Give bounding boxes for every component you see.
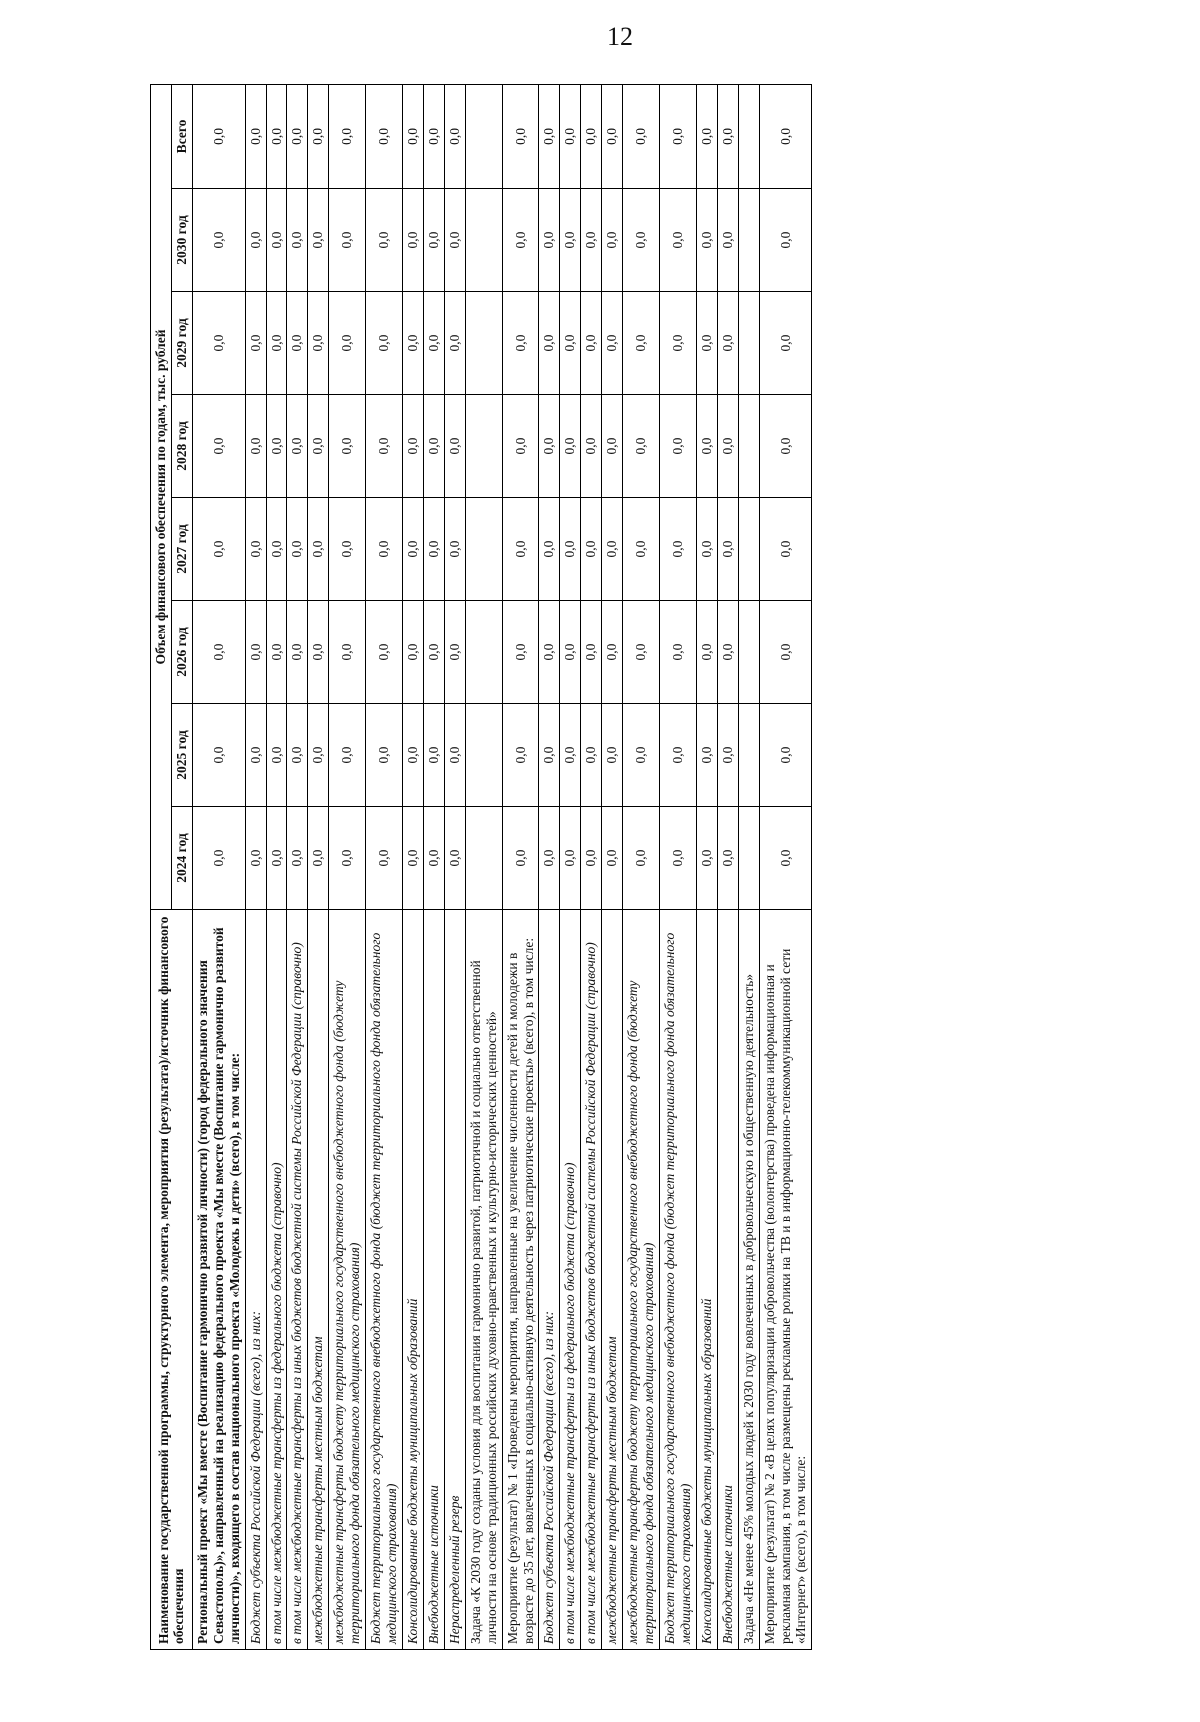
year-value-cell: 0,0 [366,498,403,601]
total-value-cell: 0,0 [560,84,581,188]
row-label: в том числе межбюджетные трансферты из иных бюджетов бюджетной системы Российской Федерации (справочно) [287,910,308,1650]
year-value-cell: 0,0 [192,292,245,395]
year-value-cell: 0,0 [402,498,423,601]
year-value-cell: 0,0 [539,601,560,704]
year-value-cell: 0,0 [287,704,308,807]
year-value-cell: 0,0 [266,704,287,807]
total-value-cell: 0,0 [696,84,717,188]
year-value-cell: 0,0 [581,395,602,498]
year-value-cell: 0,0 [602,601,623,704]
year-value-cell: 0,0 [423,807,444,910]
row-label: межбюджетные трансферты местным бюджетам [308,910,329,1650]
year-value-cell: 0,0 [245,601,266,704]
table-row [287,84,308,1649]
year-value-cell: 0,0 [444,807,465,910]
year-value-cell: 0,0 [581,601,602,704]
year-value-cell: 0,0 [717,601,738,704]
year-value-cell: 0,0 [717,395,738,498]
row-label: Мероприятие (результат) № 1 «Проведены мероприятия, направленные на увеличение численности детей и молодежи в возрасте до 35 лет, вовлеченных в социально-активную деятельность через патриотические проекты» (всего), в том числе: [502,910,539,1650]
row-label: в том числе межбюджетные трансферты из федерального бюджета (справочно) [266,910,287,1650]
table-row [602,84,623,1649]
year-value-cell: 0,0 [560,498,581,601]
year-value-cell: 0,0 [623,601,660,704]
year-value-cell: 0,0 [366,704,403,807]
total-value-cell: 0,0 [717,84,738,188]
year-value-cell: 0,0 [539,189,560,292]
year-value-cell: 0,0 [659,498,696,601]
year-value-cell: 0,0 [423,601,444,704]
year-value-cell: 0,0 [329,189,366,292]
year-value-cell: 0,0 [402,292,423,395]
table-row [308,84,329,1649]
year-value-cell: 0,0 [696,189,717,292]
year-header: 2028 год [171,395,192,498]
year-value-cell: 0,0 [581,189,602,292]
year-value-cell: 0,0 [366,189,403,292]
year-value-cell: 0,0 [245,498,266,601]
total-value-cell [738,84,759,188]
year-value-cell [465,395,502,498]
year-value-cell [738,395,759,498]
year-value-cell: 0,0 [602,807,623,910]
year-value-cell [465,189,502,292]
year-header: 2025 год [171,704,192,807]
year-value-cell: 0,0 [560,189,581,292]
table-row [623,84,660,1649]
year-value-cell: 0,0 [402,601,423,704]
year-value-cell: 0,0 [659,807,696,910]
year-header: 2030 год [171,189,192,292]
year-value-cell: 0,0 [759,395,812,498]
year-value-cell: 0,0 [266,189,287,292]
year-value-cell: 0,0 [308,189,329,292]
year-value-cell: 0,0 [623,807,660,910]
year-value-cell: 0,0 [539,395,560,498]
table-row [245,84,266,1649]
row-label: Бюджет территориального государственного внебюджетного фонда (бюджет территориального фонда обязательного медицинского страхования) [366,910,403,1650]
year-value-cell: 0,0 [245,189,266,292]
table-body [192,84,812,1649]
year-value-cell: 0,0 [581,292,602,395]
year-value-cell: 0,0 [502,189,539,292]
year-value-cell: 0,0 [502,807,539,910]
year-value-cell: 0,0 [444,395,465,498]
year-value-cell: 0,0 [308,807,329,910]
year-value-cell: 0,0 [308,601,329,704]
row-label: Задача «К 2030 году созданы условия для воспитания гармонично развитой, патриотичной и социально ответственной личности на основе традиционных российских духовно-нравственных и культурно-исторических ценностей» [465,910,502,1650]
year-value-cell: 0,0 [423,704,444,807]
name-column-header: Наименование государственной программы, структурного элемента, мероприятия (результата)/источник финансового обеспечения [151,910,193,1650]
table-row [659,84,696,1649]
year-header: 2024 год [171,807,192,910]
year-value-cell: 0,0 [623,498,660,601]
table-row [465,84,502,1649]
year-value-cell: 0,0 [539,292,560,395]
year-value-cell: 0,0 [560,292,581,395]
year-value-cell: 0,0 [539,498,560,601]
year-value-cell: 0,0 [560,807,581,910]
year-value-cell: 0,0 [423,292,444,395]
year-value-cell: 0,0 [444,704,465,807]
table-row [581,84,602,1649]
total-value-cell: 0,0 [623,84,660,188]
year-value-cell: 0,0 [245,807,266,910]
row-label: Консолидированные бюджеты муниципальных образований [696,910,717,1650]
row-label: межбюджетные трансферты бюджету территориального государственного внебюджетного фонда (бюджету территориального фонда обязательного медицинского страхования) [623,910,660,1650]
year-value-cell: 0,0 [502,292,539,395]
year-value-cell: 0,0 [266,807,287,910]
year-value-cell: 0,0 [402,189,423,292]
table-row [192,84,245,1649]
year-value-cell: 0,0 [287,189,308,292]
year-value-cell: 0,0 [602,189,623,292]
year-value-cell: 0,0 [581,807,602,910]
year-value-cell: 0,0 [759,292,812,395]
year-value-cell: 0,0 [266,601,287,704]
year-value-cell: 0,0 [623,189,660,292]
year-value-cell: 0,0 [560,704,581,807]
row-label: межбюджетные трансферты местным бюджетам [602,910,623,1650]
page-number: 12 [607,22,633,51]
year-value-cell: 0,0 [560,601,581,704]
year-value-cell: 0,0 [402,395,423,498]
row-label: Бюджет субъекта Российской Федерации (всего), из них: [245,910,266,1650]
row-label: Бюджет субъекта Российской Федерации (всего), из них: [539,910,560,1650]
year-value-cell: 0,0 [245,395,266,498]
year-value-cell [465,601,502,704]
table-row [266,84,287,1649]
total-value-cell: 0,0 [444,84,465,188]
year-value-cell [465,704,502,807]
year-value-cell: 0,0 [287,807,308,910]
year-value-cell: 0,0 [308,498,329,601]
row-label: Внебюджетные источники [423,910,444,1650]
total-value-cell: 0,0 [402,84,423,188]
year-value-cell: 0,0 [287,498,308,601]
year-value-cell: 0,0 [623,704,660,807]
total-value-cell: 0,0 [502,84,539,188]
year-value-cell: 0,0 [502,498,539,601]
year-value-cell: 0,0 [602,395,623,498]
table-wrapper [150,85,1095,1650]
table-row [329,84,366,1649]
year-value-cell [465,498,502,601]
table-row [444,84,465,1649]
row-label: Мероприятие (результат) № 2 «В целях популяризации добровольчества (волонтерства) проведена информационная и рекламная кампания, в том числе размещены рекламные ролики на ТВ и в информационно-телекоммуникационной сети «Интернет» (всего), в том числе: [759,910,812,1650]
year-value-cell [738,498,759,601]
year-value-cell: 0,0 [192,704,245,807]
year-value-cell: 0,0 [366,807,403,910]
year-value-cell: 0,0 [192,807,245,910]
year-value-cell: 0,0 [444,601,465,704]
year-value-cell: 0,0 [696,292,717,395]
header-row-group [151,84,172,1649]
year-value-cell [465,292,502,395]
year-value-cell [465,807,502,910]
year-value-cell: 0,0 [759,704,812,807]
year-value-cell: 0,0 [696,601,717,704]
year-value-cell [738,704,759,807]
row-label: Бюджет территориального государственного внебюджетного фонда (бюджет территориального фонда обязательного медицинского страхования) [659,910,696,1650]
row-label: Нераспределенный резерв [444,910,465,1650]
year-value-cell: 0,0 [560,395,581,498]
year-value-cell: 0,0 [659,704,696,807]
year-value-cell: 0,0 [502,704,539,807]
year-value-cell [738,189,759,292]
year-value-cell: 0,0 [423,395,444,498]
table-row [696,84,717,1649]
year-value-cell: 0,0 [539,807,560,910]
row-label: в том числе межбюджетные трансферты из федерального бюджета (справочно) [560,910,581,1650]
row-label: Внебюджетные источники [717,910,738,1650]
year-header: 2027 год [171,498,192,601]
year-value-cell: 0,0 [759,807,812,910]
table-row [402,84,423,1649]
year-value-cell: 0,0 [717,189,738,292]
year-value-cell: 0,0 [329,704,366,807]
year-value-cell: 0,0 [329,292,366,395]
year-value-cell: 0,0 [539,704,560,807]
row-label: Консолидированные бюджеты муниципальных образований [402,910,423,1650]
year-value-cell: 0,0 [602,292,623,395]
year-value-cell: 0,0 [402,704,423,807]
year-value-cell: 0,0 [402,807,423,910]
year-value-cell: 0,0 [659,189,696,292]
year-value-cell: 0,0 [245,704,266,807]
total-value-cell: 0,0 [329,84,366,188]
year-value-cell: 0,0 [696,807,717,910]
year-value-cell: 0,0 [502,601,539,704]
row-label: Региональный проект «Мы вместе (Воспитание гармонично развитой личности) (город федерального значения Севастополь)», направленный на реализацию федерального проекта «Мы вместе (Воспитание гармонично развитой личности)», входящего в состав национального проекта «Молодежь и дети» (всего), в том числе: [192,910,245,1650]
year-value-cell: 0,0 [659,601,696,704]
year-value-cell: 0,0 [659,292,696,395]
year-value-cell: 0,0 [444,292,465,395]
total-value-cell: 0,0 [581,84,602,188]
year-value-cell [738,807,759,910]
total-value-cell: 0,0 [659,84,696,188]
year-value-cell: 0,0 [287,601,308,704]
year-value-cell: 0,0 [759,498,812,601]
year-value-cell: 0,0 [759,189,812,292]
year-value-cell: 0,0 [717,498,738,601]
year-value-cell: 0,0 [696,395,717,498]
total-value-cell: 0,0 [287,84,308,188]
year-value-cell: 0,0 [602,704,623,807]
year-value-cell: 0,0 [696,498,717,601]
year-value-cell: 0,0 [759,601,812,704]
year-value-cell: 0,0 [287,395,308,498]
total-value-cell: 0,0 [366,84,403,188]
year-value-cell: 0,0 [192,601,245,704]
year-value-cell: 0,0 [366,395,403,498]
year-value-cell: 0,0 [717,704,738,807]
year-value-cell: 0,0 [366,601,403,704]
year-value-cell: 0,0 [423,498,444,601]
year-value-cell: 0,0 [287,292,308,395]
year-value-cell: 0,0 [329,498,366,601]
total-value-cell [465,84,502,188]
table-row [423,84,444,1649]
total-value-cell: 0,0 [759,84,812,188]
table-row [738,84,759,1649]
table-row [560,84,581,1649]
table-row [366,84,403,1649]
year-value-cell: 0,0 [266,292,287,395]
year-value-cell: 0,0 [581,498,602,601]
table-row [759,84,812,1649]
year-value-cell: 0,0 [717,292,738,395]
table-row [502,84,539,1649]
financing-table [150,84,812,1650]
year-value-cell: 0,0 [308,395,329,498]
total-value-cell: 0,0 [192,84,245,188]
year-header: 2029 год [171,292,192,395]
table-row [539,84,560,1649]
total-value-cell: 0,0 [308,84,329,188]
year-value-cell: 0,0 [502,395,539,498]
year-value-cell: 0,0 [444,498,465,601]
year-value-cell: 0,0 [602,498,623,601]
year-value-cell: 0,0 [366,292,403,395]
total-value-cell: 0,0 [245,84,266,188]
year-value-cell: 0,0 [423,189,444,292]
row-label: межбюджетные трансферты бюджету территориального государственного внебюджетного фонда (бюджету территориального фонда обязательного медицинского страхования) [329,910,366,1650]
year-value-cell: 0,0 [623,395,660,498]
year-value-cell: 0,0 [696,704,717,807]
year-value-cell: 0,0 [245,292,266,395]
year-value-cell: 0,0 [581,704,602,807]
total-value-cell: 0,0 [602,84,623,188]
total-value-cell: 0,0 [423,84,444,188]
year-value-cell: 0,0 [192,395,245,498]
year-value-cell: 0,0 [329,395,366,498]
year-value-cell: 0,0 [444,189,465,292]
year-value-cell [738,601,759,704]
year-value-cell: 0,0 [717,807,738,910]
year-value-cell: 0,0 [329,807,366,910]
year-value-cell: 0,0 [329,601,366,704]
year-header: 2026 год [171,601,192,704]
year-value-cell: 0,0 [659,395,696,498]
year-value-cell: 0,0 [192,189,245,292]
rotated-table-container [150,85,1095,1650]
total-value-cell: 0,0 [539,84,560,188]
row-label: в том числе межбюджетные трансферты из иных бюджетов бюджетной системы Российской Федерации (справочно) [581,910,602,1650]
row-label: Задача «Не менее 45% молодых людей к 2030 году вовлеченных в добровольческую и общественную деятельность» [738,910,759,1650]
table-row [717,84,738,1649]
year-value-cell: 0,0 [192,498,245,601]
year-value-cell: 0,0 [266,498,287,601]
total-header: Всего [171,84,192,188]
year-value-cell: 0,0 [308,704,329,807]
total-value-cell: 0,0 [266,84,287,188]
financing-group-header: Объем финансового обеспечения по годам, тыс. рублей [151,84,172,909]
year-value-cell: 0,0 [266,395,287,498]
year-value-cell [738,292,759,395]
year-value-cell: 0,0 [623,292,660,395]
year-value-cell: 0,0 [308,292,329,395]
